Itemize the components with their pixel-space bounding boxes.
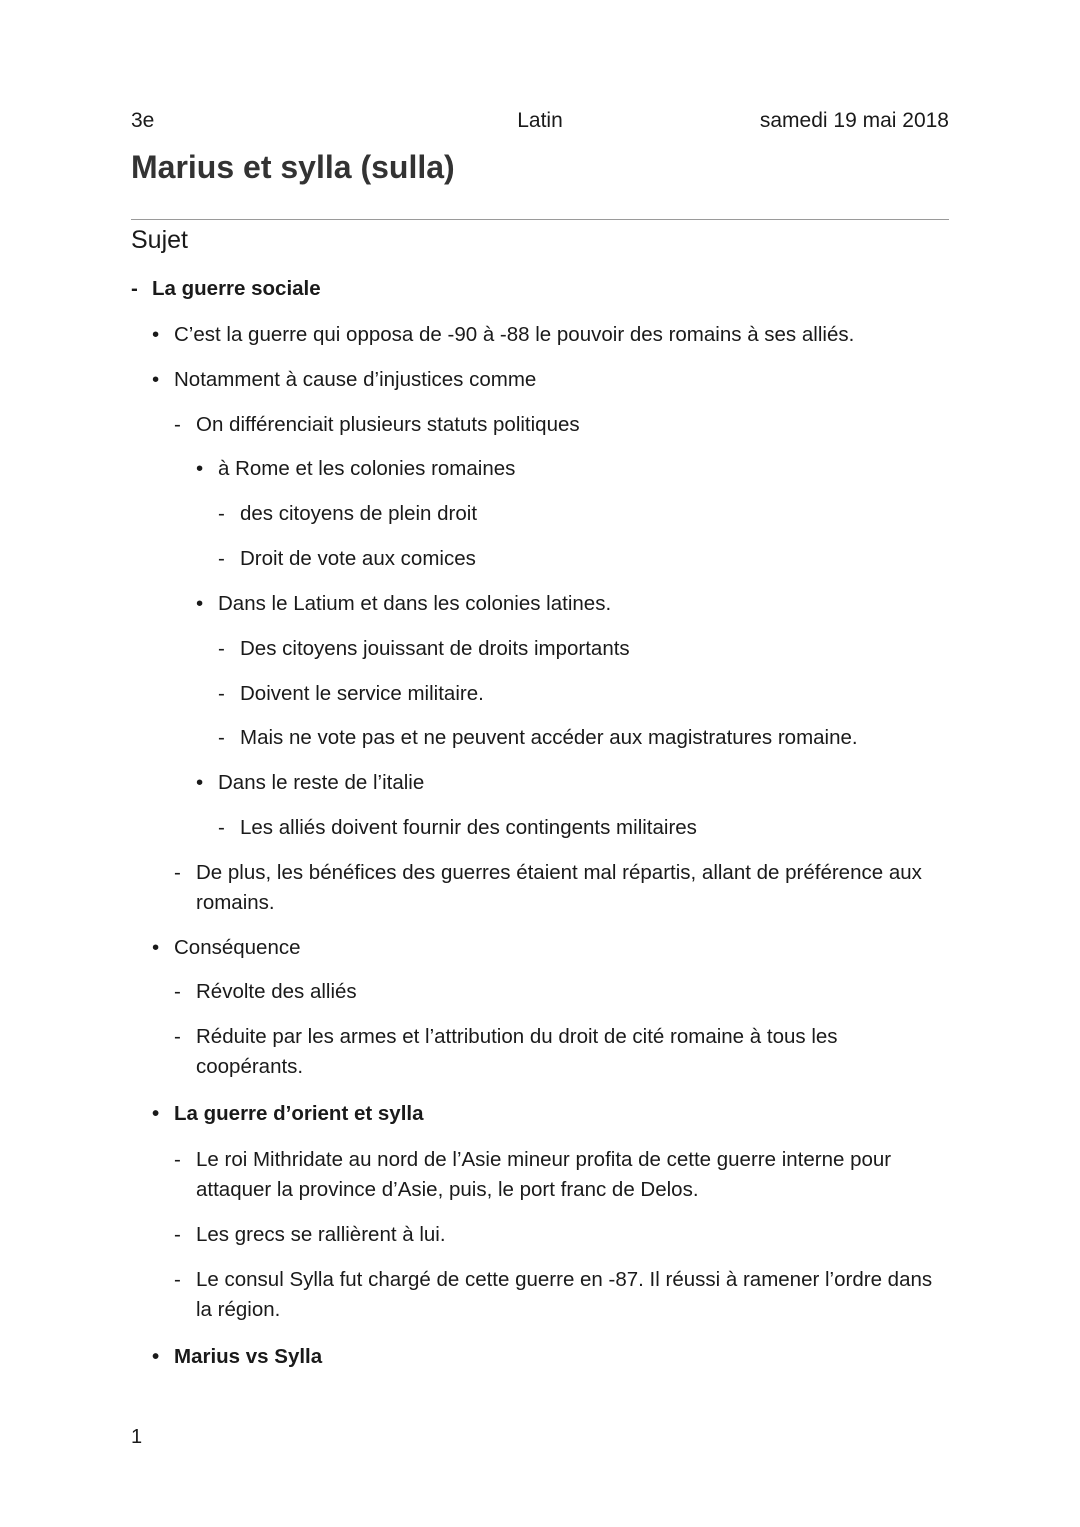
dash-marker: - [218, 637, 225, 660]
list-item [174, 858, 936, 918]
list-item [174, 1145, 951, 1205]
list-item-text: De plus, les bénéfices des guerres étaient mal répartis, allant de préférence aux romains. [196, 861, 922, 914]
list-item [218, 634, 630, 664]
bullet-marker: • [152, 1102, 160, 1125]
list-item-text: La guerre d’orient et sylla [174, 1102, 424, 1125]
list-item-text: Notamment à cause d’injustices comme [174, 368, 537, 391]
dash-marker: - [174, 1025, 181, 1048]
list-item [174, 1022, 896, 1082]
list-item [174, 977, 357, 1007]
dash-marker: - [218, 816, 225, 839]
list-item-text: Les grecs se rallièrent à lui. [196, 1223, 446, 1246]
page-title: Marius et sylla (sulla) [131, 149, 455, 185]
list-item [174, 1265, 936, 1325]
list-item-text: Le consul Sylla fut chargé de cette guerre en -87. Il réussi à ramener l’ordre dans la région. [196, 1268, 933, 1321]
list-item [174, 1220, 446, 1250]
bullet-marker: • [152, 368, 160, 391]
bullet-marker: • [152, 936, 160, 959]
list-item-text: La guerre sociale [152, 277, 321, 300]
list-item [196, 768, 425, 798]
list-item-text: Dans le Latium et dans les colonies latines. [218, 592, 612, 615]
list-item-text: Mais ne vote pas et ne peuvent accéder aux magistratures romaine. [240, 726, 858, 749]
bullet-marker: • [196, 592, 204, 615]
list-item [152, 1342, 323, 1372]
list-item-text: Des citoyens jouissant de droits importants [240, 637, 630, 660]
dash-marker: - [218, 682, 225, 705]
list-item [152, 933, 301, 963]
list-item-text: Réduite par les armes et l’attribution du droit de cité romaine à tous les coopérants. [196, 1025, 838, 1078]
dash-marker: - [174, 413, 181, 436]
header-subject: Latin [517, 109, 563, 132]
list-item [218, 679, 484, 709]
section-heading: Sujet [131, 226, 188, 254]
list-item-text: Doivent le service militaire. [240, 682, 484, 705]
dash-marker: - [174, 1223, 181, 1246]
dash-marker: - [174, 861, 181, 884]
list-item [152, 365, 537, 395]
dash-marker: - [218, 726, 225, 749]
list-item-text: Marius vs Sylla [174, 1345, 323, 1368]
list-item-text: des citoyens de plein droit [240, 502, 478, 525]
list-item [218, 544, 476, 574]
bullet-marker: • [152, 323, 160, 346]
list-item-text: Conséquence [174, 936, 301, 959]
list-item-text: Révolte des alliés [196, 980, 357, 1003]
list-item-text: Dans le reste de l’italie [218, 771, 425, 794]
dash-marker: - [174, 1148, 181, 1171]
list-item [196, 589, 612, 619]
dash-marker: - [218, 502, 225, 525]
title-divider [131, 219, 949, 220]
bullet-marker: • [152, 1345, 160, 1368]
header-class: 3e [131, 109, 155, 132]
dash-marker: - [131, 277, 138, 300]
dash-marker: - [174, 1268, 181, 1291]
page-number: 1 [131, 1426, 143, 1448]
bullet-marker: • [196, 771, 204, 794]
list-item-text: Le roi Mithridate au nord de l’Asie mineur profita de cette guerre interne pour attaquer la province d’Asie, puis, le port franc de Delos. [196, 1148, 892, 1201]
bullet-marker: • [196, 457, 204, 480]
header-date: samedi 19 mai 2018 [759, 109, 949, 132]
dash-marker: - [218, 547, 225, 570]
list-item-text: Droit de vote aux comices [240, 547, 476, 570]
list-item-text: C’est la guerre qui opposa de -90 à -88 le pouvoir des romains à ses alliés. [174, 323, 855, 346]
list-item [218, 499, 478, 529]
list-item [152, 320, 855, 350]
list-item-text: Les alliés doivent fournir des contingents militaires [240, 816, 697, 839]
list-item [174, 410, 580, 440]
dash-marker: - [174, 980, 181, 1003]
list-item-text: On différenciait plusieurs statuts politiques [196, 413, 580, 436]
list-item [218, 813, 697, 843]
list-item-text: à Rome et les colonies romaines [218, 457, 516, 480]
list-item [152, 1099, 424, 1129]
list-item [218, 723, 858, 753]
list-item [196, 454, 516, 484]
list-item [131, 274, 321, 304]
